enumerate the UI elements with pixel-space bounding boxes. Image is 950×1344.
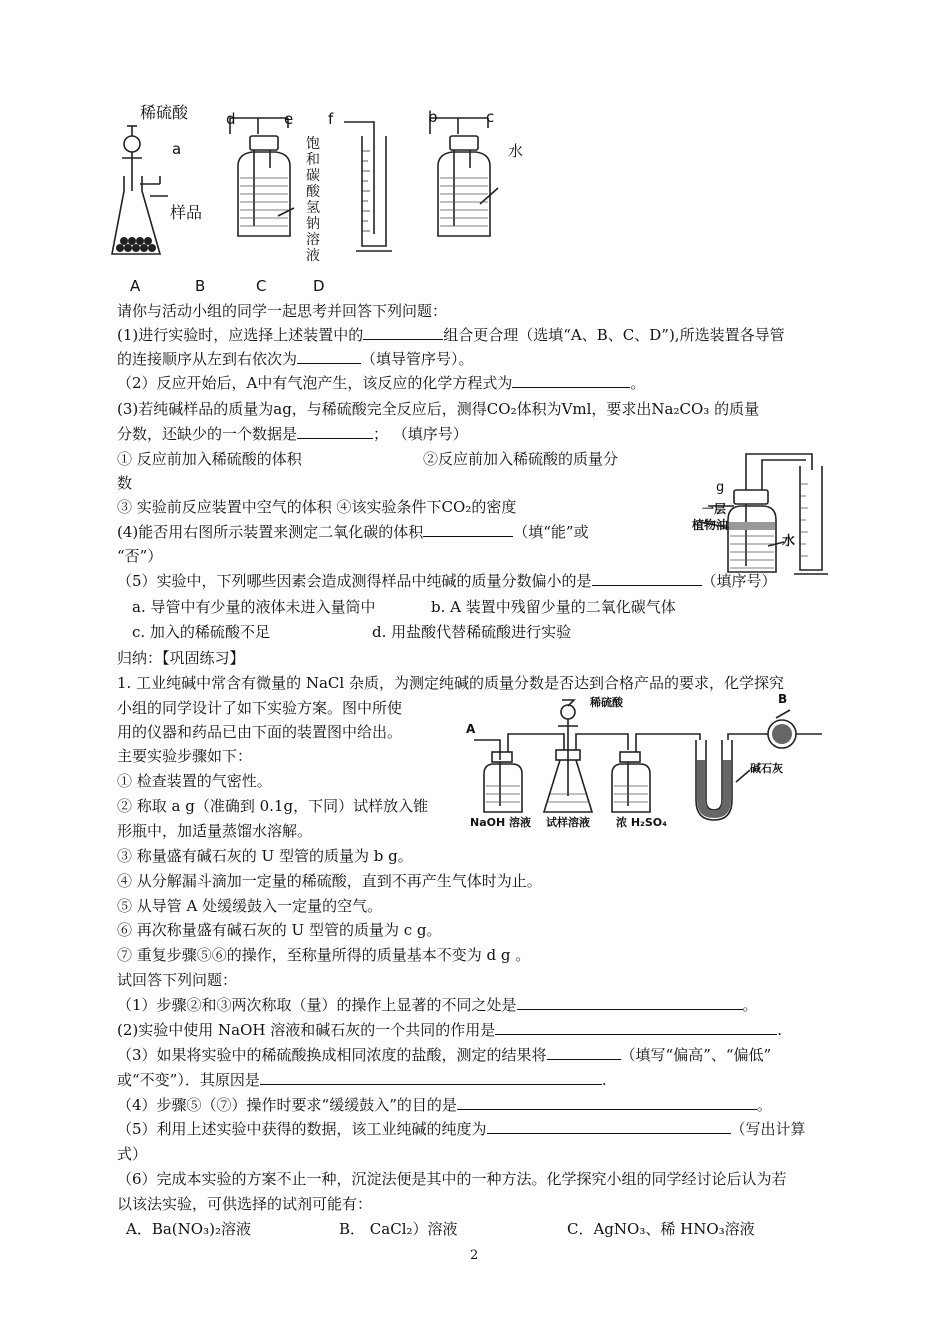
apparatus-figure-1 [110, 96, 540, 271]
q2-text-a: （2）反应开始后，A中有气泡产生，该反应的化学方程式为 [117, 374, 513, 392]
label-nahco3-solution: 饱和碳酸氢钠溶液 [306, 136, 320, 264]
a3-text-d: . [601, 1071, 607, 1089]
caption-C: C [256, 277, 267, 295]
reagent-A: A．Ba(NO₃)₂溶液 [126, 1220, 251, 1238]
a1-text-a: （1）步骤②和③两次称取（量）的操作上显著的不同之处是 [117, 996, 517, 1014]
a3-text-c: 或“不变”）．其原因是 [117, 1071, 260, 1089]
question-5 [117, 571, 777, 591]
reagent-C: C．AgNO₃、稀 HNO₃溶液 [567, 1220, 755, 1238]
a2-answer-blank[interactable] [495, 1020, 777, 1035]
apparatus-figure-3 [460, 690, 840, 830]
question-1-line-2 [117, 349, 474, 369]
problem-1-line-3: 用的仪器和药品已由下面的装置图中给出。 [117, 723, 403, 741]
problem-1-line-1: 1. 工业纯碱中常含有微量的 NaCl 杂质，为测定纯碱的质量分数是否达到合格产品的要求，化学探究 [117, 674, 784, 692]
q4-answer-blank[interactable] [423, 522, 513, 537]
options-3-4: ③ 实验前反应装置中空气的体积 ④该实验条件下CO₂的密度 [117, 498, 517, 516]
reagent-B: B． CaCl₂）溶液 [339, 1220, 458, 1238]
problem-1-line-4: 主要实验步骤如下： [117, 747, 253, 765]
label-conc-h2so4: 浓 H₂SO₄ [616, 816, 667, 829]
label-sample: 样品 [170, 203, 203, 222]
q2-answer-blank[interactable] [512, 373, 630, 388]
q5-text-a: （5）实验中，下列哪些因素会造成测得样品中纯碱的质量分数偏小的是 [117, 572, 592, 590]
q1-text-b: 组合更合理（选填“A、B、C、D”),所选装置各导管 [443, 326, 785, 344]
apparatus-drawing-2 [672, 444, 842, 576]
a3-answer-blank-2[interactable] [260, 1070, 602, 1085]
summary-heading: 归纳：【巩固练习】 [117, 649, 245, 667]
q1-text-d: （填导管序号）。 [361, 350, 474, 368]
a4-text-a: （4）步骤⑤（⑦）操作时要求“缓缓鼓入”的目的是 [117, 1096, 457, 1114]
a5-text-b: （写出计算 [730, 1120, 806, 1138]
page-number: 2 [470, 1248, 479, 1263]
apparatus-drawing-3 [460, 690, 840, 830]
label-vegetable-oil: 植物油 [692, 518, 729, 532]
question-3-line-2 [117, 424, 468, 444]
a3-text-b: （填写“偏高”、“偏低” [620, 1046, 772, 1064]
ask-heading: 试回答下列问题： [117, 971, 238, 989]
label-drying-ball-B: B [778, 692, 788, 706]
question-2 [117, 373, 645, 393]
a1-text-b: 。 [742, 996, 758, 1014]
label-naoh-solution: NaOH 溶液 [470, 816, 532, 829]
q5-option-b: b. A 装置中残留少量的二氧化碳气体 [431, 598, 676, 616]
a4-answer-blank[interactable] [457, 1095, 757, 1110]
q4-text-b: （填“能”或 [513, 523, 589, 541]
answer-4 [117, 1095, 772, 1115]
q1-answer-blank-1[interactable] [363, 325, 443, 340]
label-water: 水 [508, 142, 524, 160]
a2-text-b: . [777, 1021, 783, 1039]
option-1: ① 反应前加入稀硫酸的体积 [117, 450, 302, 468]
a4-text-b: 。 [756, 1096, 772, 1114]
q5-text-b: （填序号） [701, 572, 777, 590]
step-7: ⑦ 重复步骤⑤⑥的操作，至称量所得的质量基本不变为 d g 。 [117, 946, 531, 964]
label-water-2: 水 [782, 534, 796, 549]
answer-6-line-1: （6）完成本实验的方案不止一种，沉淀法便是其中的一种方法。化学探究小组的同学经讨论后认为若 [117, 1170, 787, 1188]
question-1-line-1 [117, 325, 785, 345]
a3-answer-blank-1[interactable] [547, 1045, 621, 1060]
option-2: ②反应前加入稀硫酸的质量分 [423, 450, 619, 468]
problem-1-line-2: 小组的同学设计了如下实验方案。图中所使 [117, 699, 403, 717]
a5-answer-blank[interactable] [487, 1119, 731, 1134]
label-tube-c: c [486, 108, 495, 126]
question-3-line-1: (3)若纯碱样品的质量为ag，与稀硫酸完全反应后，测得CO₂体积为Vml，要求出Na₂CO₃ 的质量 [117, 400, 760, 418]
answer-3-line-1 [117, 1045, 771, 1065]
a3-text-a: （3）如果将实验中的稀硫酸换成相同浓度的盐酸，测定的结果将 [117, 1046, 547, 1064]
step-5: ⑤ 从导管 A 处缓缓鼓入一定量的空气。 [117, 897, 383, 915]
step-3: ③ 称量盛有碱石灰的 U 型管的质量为 b g。 [117, 847, 413, 865]
a5-text-a: （5）利用上述实验中获得的数据，该工业纯碱的纯度为 [117, 1120, 487, 1138]
q1-text-c: 的连接顺序从左到右依次为 [117, 350, 298, 368]
q1-answer-blank-2[interactable] [297, 349, 361, 364]
a1-answer-blank[interactable] [517, 995, 743, 1010]
label-tube-e: e [284, 110, 294, 128]
label-tube-a: a [172, 140, 182, 158]
question-4-line-2: “否”） [117, 547, 163, 565]
step-4: ④ 从分解漏斗滴加一定量的稀硫酸，直到不再产生气体时为止。 [117, 872, 542, 890]
answer-1 [117, 995, 758, 1015]
caption-A: A [130, 277, 141, 295]
answer-2 [117, 1020, 782, 1040]
label-sample-solution: 试样溶液 [546, 816, 590, 829]
q2-text-b: 。 [630, 374, 646, 392]
option-2-continued: 数 [117, 474, 133, 492]
q5-option-c: c. 加入的稀硫酸不足 [132, 623, 270, 641]
a2-text-a: (2)实验中使用 NaOH 溶液和碱石灰的一个共同的作用是 [117, 1021, 496, 1039]
intro-line: 请你与活动小组的同学一起思考并回答下列问题： [117, 302, 448, 320]
answer-6-line-2: 以该法实验，可供选择的试剂可能有： [117, 1195, 373, 1213]
q5-option-d: d. 用盐酸代替稀硫酸进行实验 [372, 623, 572, 641]
q3-text-b: 分数，还缺少的一个数据是 [117, 425, 298, 443]
label-sulfuric-acid-2: 稀硫酸 [590, 696, 623, 709]
caption-B: B [195, 277, 206, 295]
label-tube-b: b [428, 108, 438, 126]
step-2-line-1: ② 称取 a g（准确到 0.1g，下同）试样放入锥 [117, 797, 429, 815]
label-tube-d: d [226, 110, 236, 128]
step-1: ① 检查装置的气密性。 [117, 772, 272, 790]
q5-answer-blank[interactable] [592, 571, 702, 586]
question-4-line-1 [117, 522, 589, 542]
label-one-layer: 一层 [702, 502, 727, 516]
label-g: g [716, 480, 725, 495]
caption-D: D [313, 277, 325, 295]
label-soda-lime: 碱石灰 [750, 762, 783, 775]
label-sulfuric-acid: 稀硫酸 [140, 103, 189, 122]
answer-5-line-1 [117, 1119, 806, 1139]
label-inlet-A: A [466, 722, 476, 736]
q3-answer-blank[interactable] [297, 424, 373, 439]
q3-text-c: ； （填序号） [373, 425, 468, 443]
label-tube-f: f [328, 110, 334, 128]
step-6: ⑥ 再次称量盛有碱石灰的 U 型管的质量为 c g。 [117, 921, 442, 939]
step-2-line-2: 形瓶中，加适量蒸馏水溶解。 [117, 822, 313, 840]
q5-option-a: a. 导管中有少量的液体未进入量筒中 [132, 598, 376, 616]
q1-text-a: (1)进行实验时，应选择上述装置中的 [117, 326, 364, 344]
apparatus-figure-2 [672, 444, 842, 576]
answer-5-line-2: 式） [117, 1145, 148, 1163]
q4-text-a: (4)能否用右图所示装置来测定二氧化碳的体积 [117, 523, 424, 541]
answer-3-line-2 [117, 1070, 607, 1090]
